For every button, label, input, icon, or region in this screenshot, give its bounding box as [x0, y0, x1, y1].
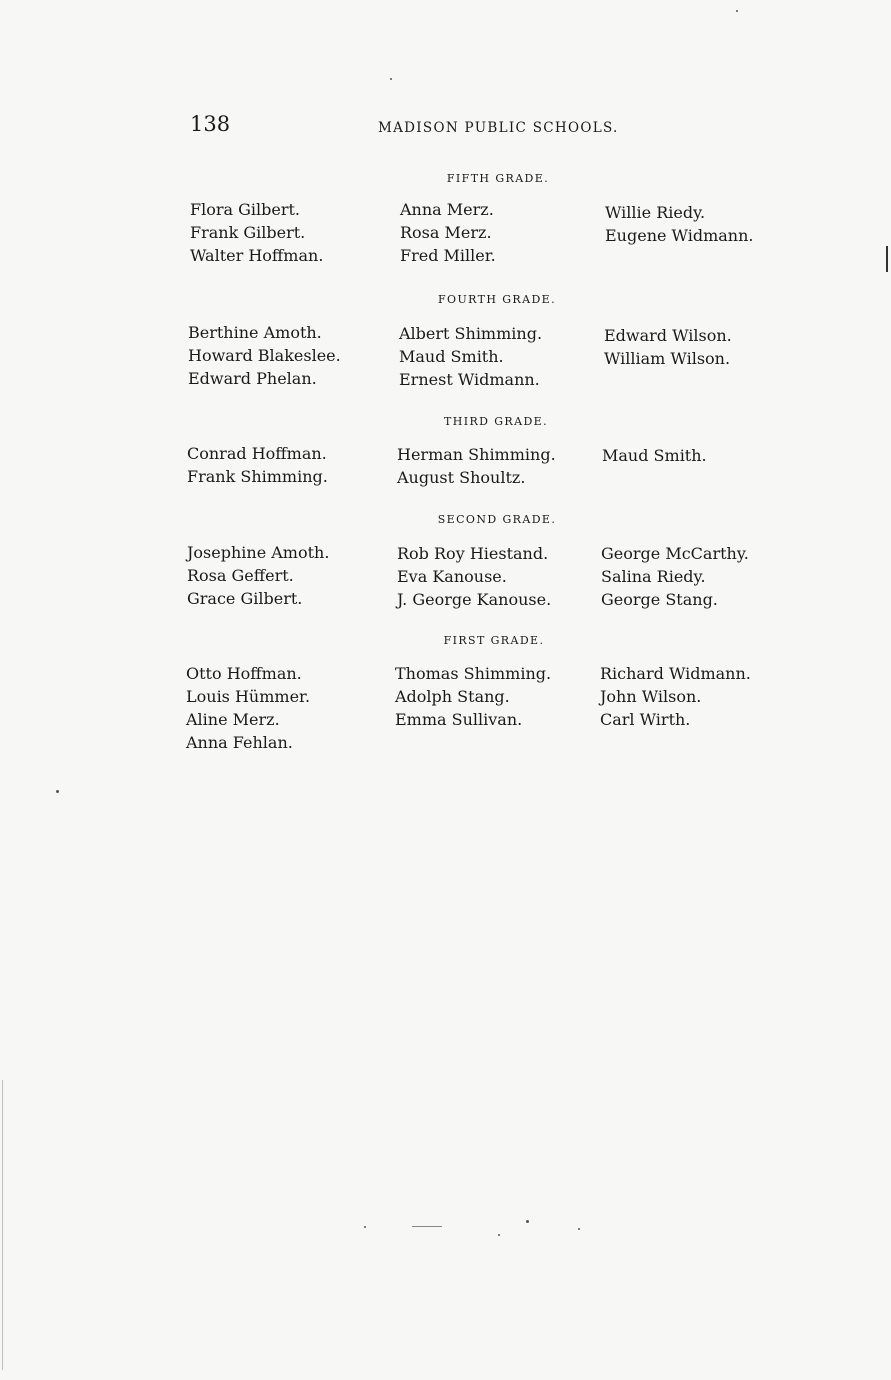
student-name: August Shoultz.: [397, 468, 526, 487]
student-name: Anna Merz.: [400, 200, 494, 219]
student-name: Frank Shimming.: [187, 467, 328, 486]
student-name: Maud Smith.: [602, 446, 707, 465]
student-name: Richard Widmann.: [600, 664, 751, 683]
grade-heading-fourth: FOURTH GRADE.: [438, 293, 556, 306]
student-name: Anna Fehlan.: [186, 733, 293, 752]
second-grade-column-1: [187, 541, 329, 610]
third-grade-column-2: [397, 443, 556, 489]
student-name: Flora Gilbert.: [190, 200, 301, 219]
student-name: George McCarthy.: [601, 544, 749, 563]
first-grade-column-2: [395, 662, 551, 731]
student-name: Conrad Hoffman.: [187, 444, 327, 463]
student-name: Rosa Merz.: [400, 223, 492, 242]
student-name: Otto Hoffman.: [186, 664, 302, 683]
student-name: Louis Hümmer.: [186, 687, 311, 706]
student-name: Emma Sullivan.: [395, 710, 523, 729]
student-name: William Wilson.: [604, 349, 731, 368]
grade-heading-second: SECOND GRADE.: [437, 513, 557, 526]
student-name: Frank Gilbert.: [190, 223, 306, 242]
scan-speck: [56, 790, 59, 793]
student-name: George Stang.: [601, 590, 718, 609]
fifth-grade-column-3: [605, 201, 753, 247]
third-grade-column-1: [187, 442, 328, 488]
grade-heading-third: THIRD GRADE.: [443, 415, 549, 428]
student-name: Ernest Widmann.: [399, 370, 540, 389]
scan-speck: [412, 1226, 442, 1227]
student-name: J. George Kanouse.: [397, 590, 552, 609]
fourth-grade-column-1: [188, 321, 341, 390]
student-name: Willie Riedy.: [605, 203, 706, 222]
student-name: Adolph Stang.: [395, 687, 510, 706]
student-name: Edward Wilson.: [604, 326, 732, 345]
student-name: Thomas Shimming.: [395, 664, 552, 683]
scan-edge-mark: [886, 246, 888, 272]
student-name: Rob Roy Hiestand.: [397, 544, 549, 563]
running-head: MADISON PUBLIC SCHOOLS.: [378, 120, 619, 136]
scan-speck: [390, 78, 392, 80]
scan-speck: [498, 1234, 500, 1236]
student-name: Maud Smith.: [399, 347, 504, 366]
student-name: Albert Shimming.: [399, 324, 543, 343]
student-name: Aline Merz.: [186, 710, 280, 729]
student-name: Berthine Amoth.: [188, 323, 322, 342]
scan-speck: [526, 1220, 529, 1223]
first-grade-column-3: [600, 662, 751, 731]
scan-edge-line: [2, 1080, 3, 1370]
student-name: Josephine Amoth.: [187, 543, 330, 562]
student-name: Carl Wirth.: [600, 710, 691, 729]
student-name: Eugene Widmann.: [605, 226, 754, 245]
second-grade-column-2: [397, 542, 551, 611]
scan-speck: [364, 1226, 366, 1228]
page-number: 138: [190, 112, 231, 136]
fifth-grade-column-2: [400, 198, 496, 267]
student-name: Grace Gilbert.: [187, 589, 303, 608]
second-grade-column-3: [601, 542, 749, 611]
fourth-grade-column-2: [399, 322, 542, 391]
student-name: Eva Kanouse.: [397, 567, 507, 586]
student-name: Howard Blakeslee.: [188, 346, 341, 365]
student-name: John Wilson.: [600, 687, 702, 706]
student-name: Herman Shimming.: [397, 445, 556, 464]
fifth-grade-column-1: [190, 198, 323, 267]
student-name: Rosa Geffert.: [187, 566, 294, 585]
scan-speck: [578, 1228, 580, 1230]
scan-speck: [736, 10, 738, 12]
student-name: Salina Riedy.: [601, 567, 706, 586]
grade-heading-first: FIRST GRADE.: [443, 634, 545, 647]
grade-heading-fifth: FIFTH GRADE.: [446, 172, 550, 185]
first-grade-column-1: [186, 662, 310, 754]
student-name: Walter Hoffman.: [190, 246, 324, 265]
student-name: Fred Miller.: [400, 246, 496, 265]
fourth-grade-column-3: [604, 324, 732, 370]
student-name: Edward Phelan.: [188, 369, 317, 388]
third-grade-column-3: [602, 444, 707, 467]
